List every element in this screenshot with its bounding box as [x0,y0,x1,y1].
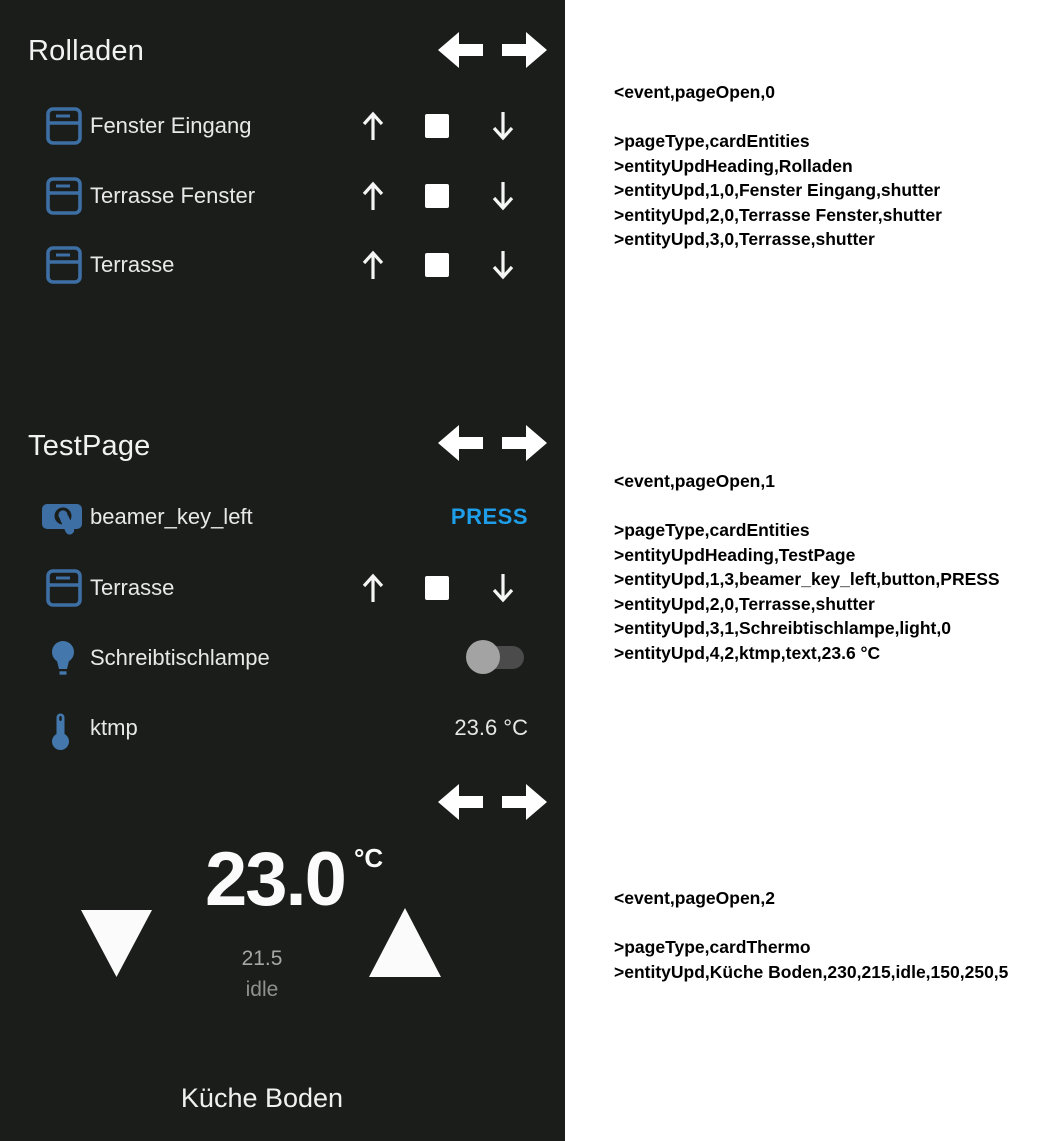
log-event-line: <event,pageOpen,1 [614,471,775,491]
log-event-line: <event,pageOpen,0 [614,82,775,102]
window-shutter-icon [46,569,84,609]
setpoint-up-button[interactable] [368,908,442,978]
hvac-state: idle [245,978,279,1001]
log-line: >pageType,cardEntities [614,520,810,540]
entity-label: Terrasse Fenster [90,183,256,208]
arrow-right-bold-icon [502,424,548,464]
entity-row-terrasse-fenster [0,174,565,218]
entity-row-ktmp [0,706,565,750]
arrow-left-bold-icon [438,31,484,71]
log-gap [614,494,1039,519]
log-event-line: <event,pageOpen,2 [614,888,775,908]
entity-label: ktmp [90,715,138,740]
shutter-stop-button[interactable] [425,114,449,138]
log-block-page2 [614,886,1039,984]
toggle-knob [466,640,500,674]
temperature-value: 23.6 °C [454,715,528,740]
nav-next-button[interactable] [502,783,548,823]
lightbulb-icon [48,640,78,678]
log-line: >pageType,cardThermo [614,937,811,957]
log-gap [614,105,1039,130]
current-temperature: 23.0 [205,837,345,922]
window-shutter-icon [46,107,84,147]
log-line: >entityUpdHeading,TestPage [614,544,856,565]
nav-prev-button[interactable] [438,31,484,71]
shutter-up-button[interactable] [360,572,386,604]
shutter-stop-button[interactable] [425,184,449,208]
log-line: >entityUpd,3,0,Terrasse,shutter [614,229,875,249]
nav-next-button[interactable] [502,424,548,464]
entity-label: Terrasse [90,252,175,277]
log-line: >entityUpdHeading,Rolladen [614,155,853,176]
arrow-right-bold-icon [502,31,548,71]
entity-row-terrasse-2 [0,566,565,610]
log-block-page1 [614,469,1039,665]
log-line: >pageType,cardEntities [614,131,810,151]
card-heading-testpage: TestPage [28,430,151,462]
entity-row-beamer-key-left [0,495,565,539]
setpoint-down-button[interactable] [81,910,153,978]
entity-label: Schreibtischlampe [90,645,270,670]
log-line: >entityUpd,1,0,Fenster Eingang,shutter [614,180,941,200]
gesture-tap-button-icon [40,499,86,541]
entity-label: Fenster Eingang [90,113,252,138]
card-heading-rolladen: Rolladen [28,35,145,67]
window-shutter-icon [46,246,84,286]
setpoint-temperature: 21.5 [241,947,283,970]
nav-next-button[interactable] [502,31,548,71]
entity-label: Terrasse [90,575,175,600]
shutter-down-button[interactable] [490,180,516,212]
arrow-left-bold-icon [438,424,484,464]
light-toggle-switch[interactable] [466,639,526,677]
log-gap [614,911,1039,936]
log-line: >entityUpd,2,0,Terrasse,shutter [614,593,875,614]
nav-prev-button[interactable] [438,783,484,823]
thermometer-icon [50,712,72,750]
log-line: >entityUpd,4,2,ktmp,text,23.6 °C [614,642,881,663]
window-shutter-icon [46,177,84,217]
thermostat-title: Küche Boden [180,1083,344,1113]
log-line: >entityUpd,3,1,Schreibtischlampe,light,0 [614,618,951,638]
entity-row-schreibtischlampe [0,636,565,680]
log-line: >entityUpd,Küche Boden,230,215,idle,150,250,5 [614,961,1009,982]
entity-label: beamer_key_left [90,504,253,529]
shutter-up-button[interactable] [360,110,386,142]
arrow-left-bold-icon [438,783,484,823]
log-line: >entityUpd,2,0,Terrasse Fenster,shutter [614,204,942,225]
shutter-up-button[interactable] [360,180,386,212]
shutter-up-button[interactable] [360,249,386,281]
shutter-down-button[interactable] [490,110,516,142]
log-line: >entityUpd,1,3,beamer_key_left,button,PRESS [614,569,1000,589]
shutter-stop-button[interactable] [425,576,449,600]
log-block-page0 [614,80,1039,252]
shutter-down-button[interactable] [490,249,516,281]
nav-prev-button[interactable] [438,424,484,464]
temperature-unit: °C [354,843,384,873]
shutter-down-button[interactable] [490,572,516,604]
shutter-stop-button[interactable] [425,253,449,277]
arrow-right-bold-icon [502,783,548,823]
entity-row-fenster-eingang [0,104,565,148]
entity-row-terrasse [0,243,565,287]
press-button[interactable]: PRESS [450,504,528,529]
